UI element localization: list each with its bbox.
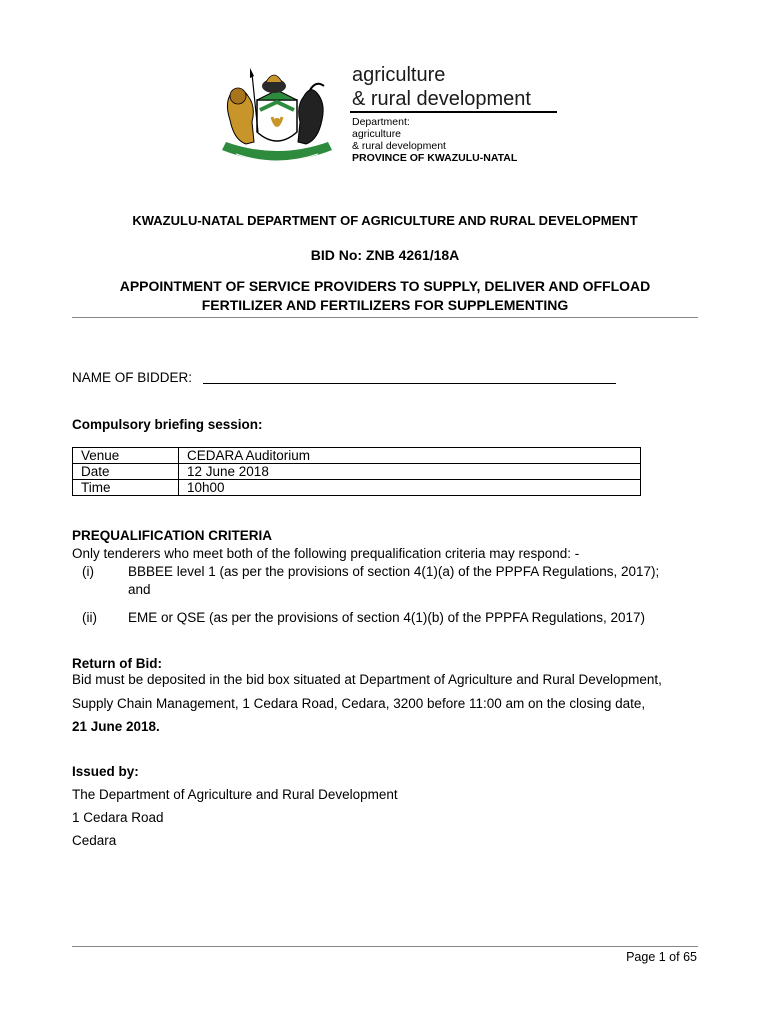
issued-by-heading: Issued by: xyxy=(72,764,139,779)
bid-number: BID No: ZNB 4261/18A xyxy=(310,247,460,263)
issued-by-line1: The Department of Agriculture and Rural Development xyxy=(72,787,398,802)
bidder-name-field[interactable] xyxy=(203,383,616,384)
return-of-bid-line2: Supply Chain Management, 1 Cedara Road, Cedara, 3200 before 11:00 am on the closing date, xyxy=(72,696,646,711)
brand-rural-development: & rural development xyxy=(352,88,531,110)
criteria-number-1: (i) xyxy=(82,564,94,579)
table-row xyxy=(73,480,641,496)
briefing-venue-label: Venue xyxy=(73,448,179,464)
prequalification-intro: Only tenderers who meet both of the following prequalification criteria may respond: - xyxy=(72,546,580,561)
department-title: KWAZULU-NATAL DEPARTMENT OF AGRICULTURE AND RURAL DEVELOPMENT xyxy=(132,213,638,228)
coat-of-arms-logo xyxy=(212,62,342,170)
criteria-text-1-cont: and xyxy=(128,582,151,597)
table-row xyxy=(73,464,641,480)
table-row xyxy=(73,448,641,464)
briefing-time-label: Time xyxy=(73,480,179,496)
prequalification-heading: PREQUALIFICATION CRITERIA xyxy=(72,528,272,543)
appointment-title-line1: APPOINTMENT OF SERVICE PROVIDERS TO SUPPLY, DELIVER AND OFFLOAD xyxy=(119,278,651,294)
briefing-heading: Compulsory briefing session: xyxy=(72,417,263,432)
briefing-date-label: Date xyxy=(73,464,179,480)
issued-by-line3: Cedara xyxy=(72,833,117,848)
return-of-bid-line1: Bid must be deposited in the bid box situated at Department of Agriculture and Rural Development, xyxy=(72,672,662,687)
dept-line-agriculture: agriculture xyxy=(352,128,402,140)
issued-by-line2: 1 Cedara Road xyxy=(72,810,164,825)
brand-divider xyxy=(350,111,557,113)
dept-label: Department: xyxy=(352,116,410,128)
brand-agriculture: agriculture xyxy=(352,64,446,86)
bidder-label: NAME OF BIDDER: xyxy=(72,370,193,385)
title-divider xyxy=(72,317,698,318)
province-label: PROVINCE OF KWAZULU-NATAL xyxy=(352,152,518,164)
briefing-time-value: 10h00 xyxy=(179,480,641,496)
criteria-text-2: EME or QSE (as per the provisions of section 4(1)(b) of the PPPFA Regulations, 2017) xyxy=(128,610,646,625)
briefing-date-value: 12 June 2018 xyxy=(179,464,641,480)
criteria-number-2: (ii) xyxy=(82,610,97,625)
briefing-table xyxy=(72,447,641,496)
closing-date: 21 June 2018. xyxy=(72,719,160,734)
criteria-text-1: BBBEE level 1 (as per the provisions of section 4(1)(a) of the PPPFA Regulations, 2017); xyxy=(128,564,660,579)
page-number: Page 1 of 65 xyxy=(626,950,697,964)
briefing-venue-value: CEDARA Auditorium xyxy=(179,448,641,464)
appointment-title-line2: FERTILIZER AND FERTILIZERS FOR SUPPLEMENTING xyxy=(201,297,569,313)
return-of-bid-heading: Return of Bid: xyxy=(72,656,162,671)
dept-line-rural: & rural development xyxy=(352,140,446,152)
footer-divider xyxy=(72,946,698,947)
